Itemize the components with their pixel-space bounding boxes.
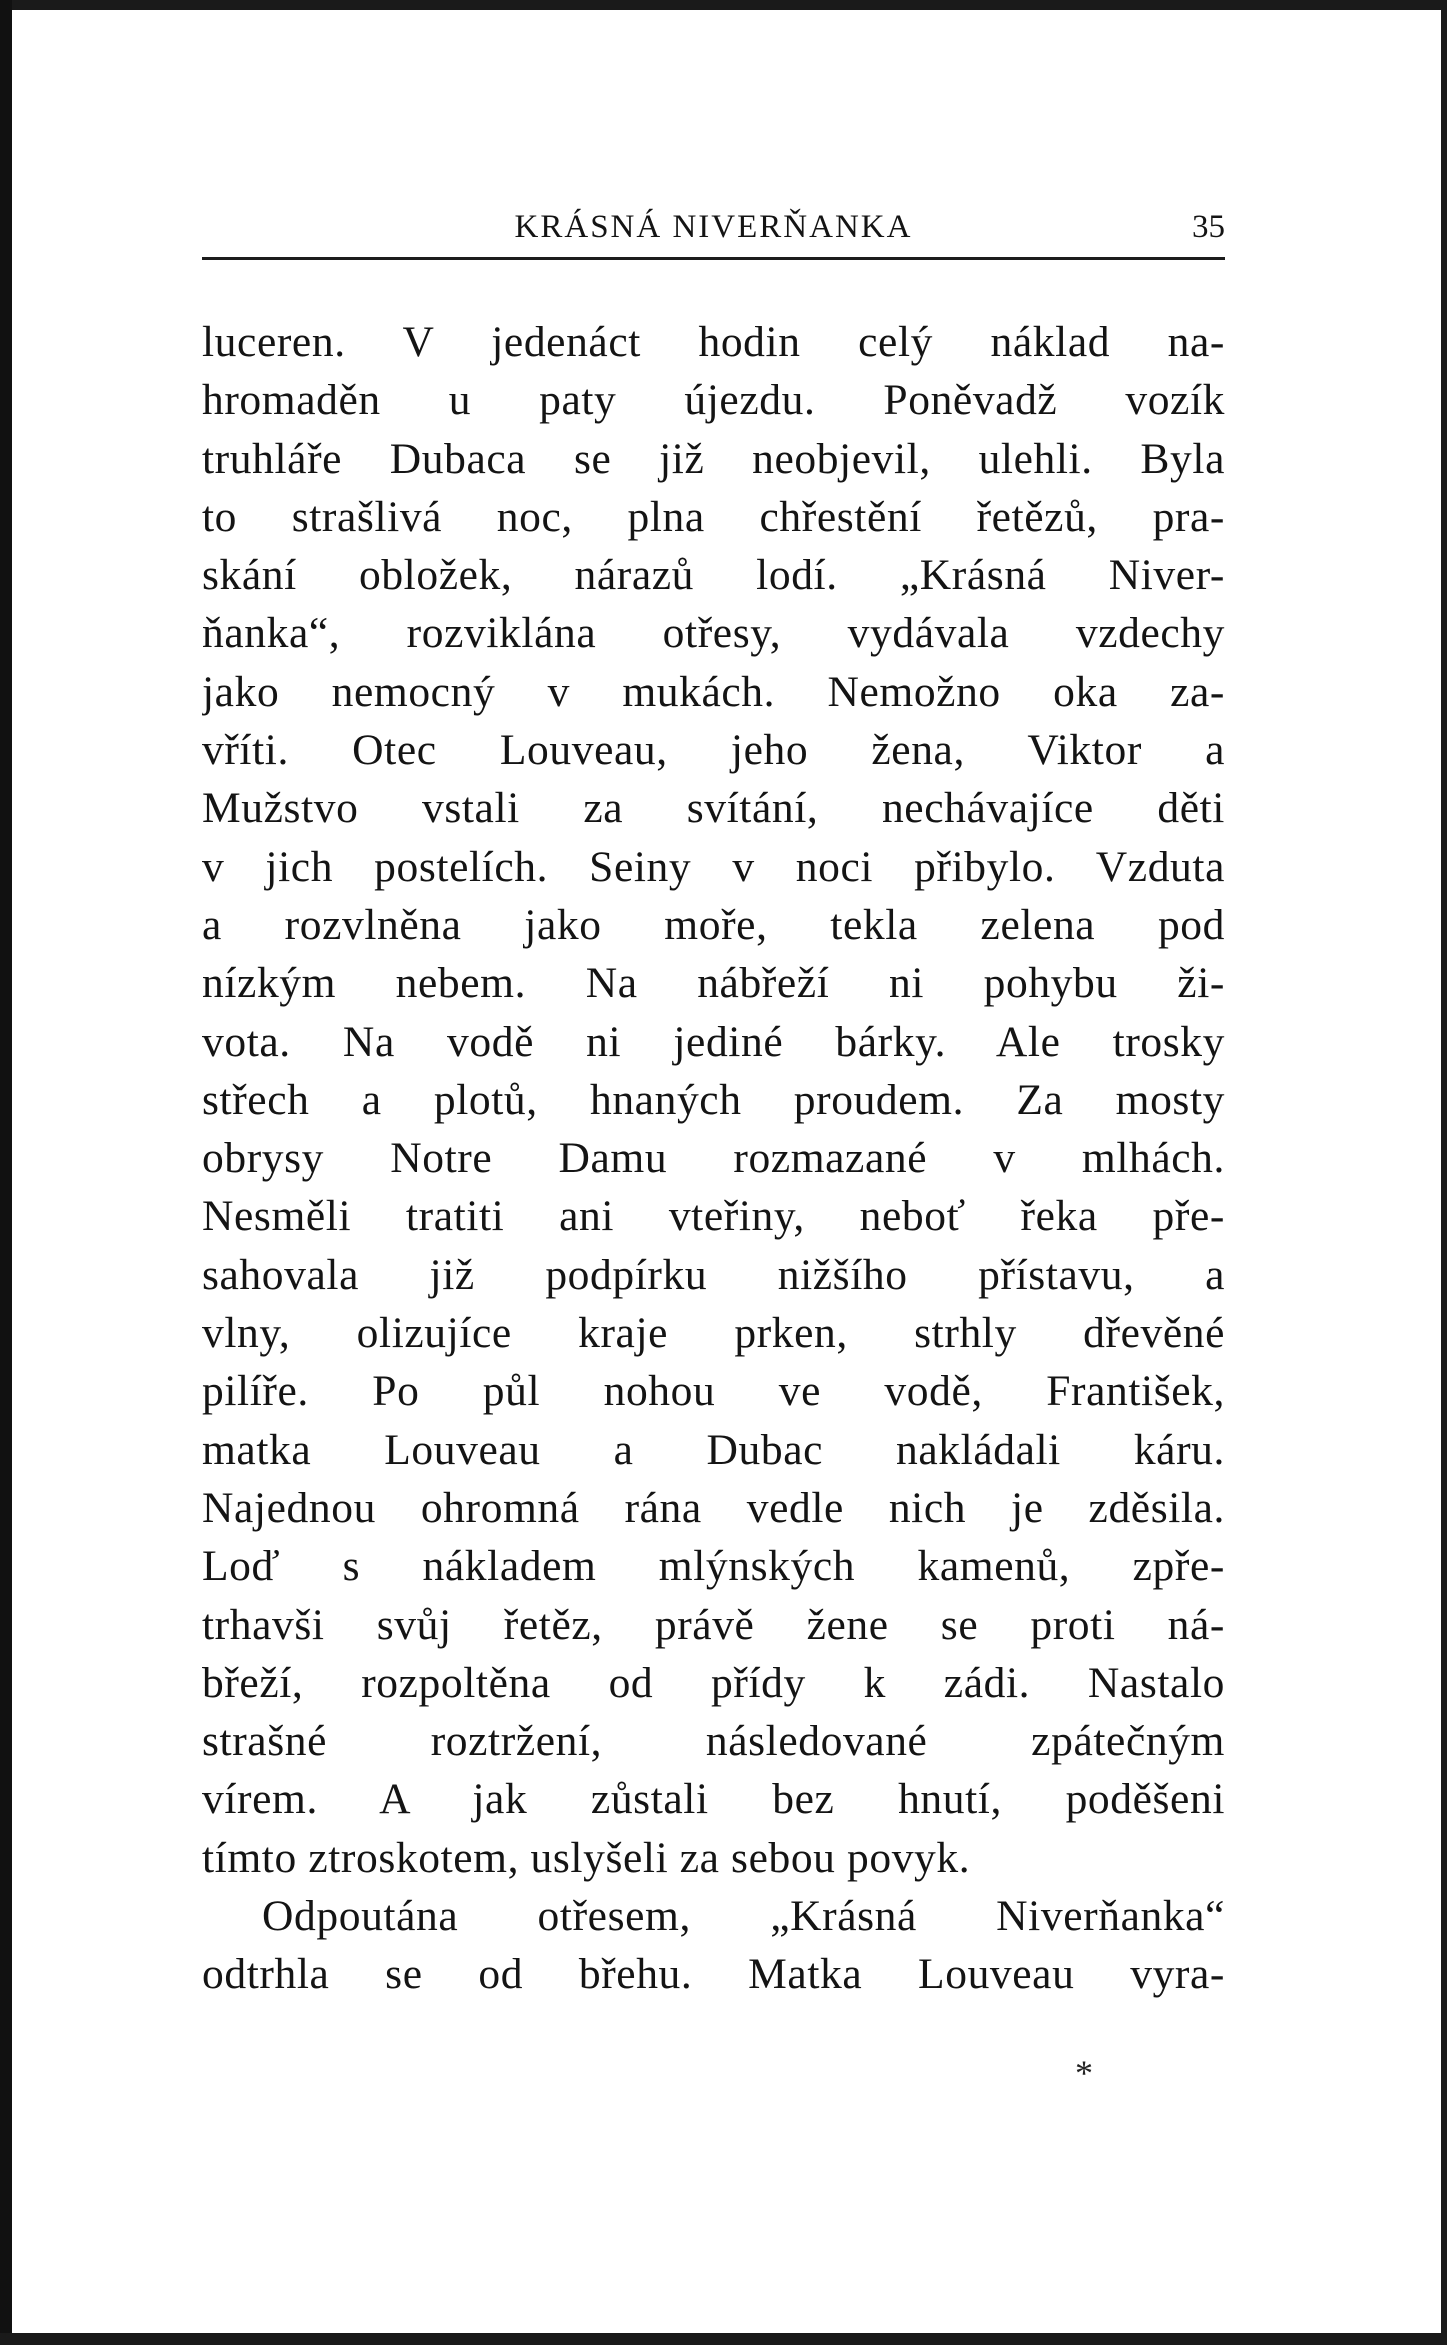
scan-border-top bbox=[0, 0, 1447, 10]
text-line: obrysy Notre Damu rozmazané v mlhách. bbox=[202, 1134, 1225, 1183]
text-line: Nesměli tratiti ani vteřiny, neboť řeka pře- bbox=[202, 1192, 1225, 1241]
text-line: a rozvlněna jako moře, tekla zelena pod bbox=[202, 900, 1225, 949]
text-line: vírem. A jak zůstali bez hnutí, poděšeni bbox=[202, 1775, 1225, 1824]
text-line: Loď s nákladem mlýnských kamenů, zpře- bbox=[202, 1542, 1225, 1591]
paragraph bbox=[202, 313, 1225, 1887]
body-text bbox=[202, 313, 1225, 2004]
text-line: to strašlivá noc, plna chřestění řetězů, pra- bbox=[202, 492, 1225, 541]
text-line: luceren. V jedenáct hodin celý náklad na- bbox=[202, 318, 1225, 366]
book-page bbox=[202, 205, 1225, 2004]
text-line: hromaděn u paty újezdu. Poněvadž vozík bbox=[202, 376, 1225, 425]
signature-mark: * bbox=[1075, 2053, 1093, 2093]
paragraph bbox=[202, 1887, 1225, 2004]
text-line: vota. Na vodě ni jediné bárky. Ale trosky bbox=[202, 1017, 1225, 1066]
text-line: tímto ztroskotem, uslyšeli za sebou povyk. bbox=[202, 1833, 971, 1882]
text-line: v jich postelích. Seiny v noci přibylo. Vzduta bbox=[202, 842, 1225, 891]
text-line: břeží, rozpoltěna od přídy k zádi. Nastalo bbox=[202, 1658, 1225, 1707]
text-line: ňanka“, rozviklána otřesy, vydávala vzdechy bbox=[202, 609, 1225, 658]
text-line: pilíře. Po půl nohou ve vodě, František, bbox=[202, 1367, 1225, 1416]
text-line: strašné roztržení, následované zpátečným bbox=[202, 1717, 1225, 1766]
text-line: jako nemocný v mukách. Nemožno oka za- bbox=[202, 667, 1225, 716]
text-line: Mužstvo vstali za svítání, nechávajíce děti bbox=[202, 784, 1225, 833]
text-line: Najednou ohromná rána vedle nich je zděsila. bbox=[202, 1483, 1225, 1532]
text-line: odtrhla se od břehu. Matka Louveau vyra- bbox=[202, 1950, 1225, 1999]
text-line: nízkým nebem. Na nábřeží ni pohybu ži- bbox=[202, 959, 1225, 1008]
text-line: sahovala již podpírku nižšího přístavu, a bbox=[202, 1250, 1225, 1299]
scan-border-bottom bbox=[0, 2333, 1447, 2345]
text-line: střech a plotů, hnaných proudem. Za mosty bbox=[202, 1075, 1225, 1124]
running-head: KRÁSNÁ NIVERŇANKA bbox=[514, 209, 913, 245]
page-header bbox=[202, 205, 1225, 260]
text-line: matka Louveau a Dubac nakládali káru. bbox=[202, 1425, 1225, 1474]
text-line: Odpoutána otřesem, „Krásná Niverňanka“ bbox=[262, 1892, 1225, 1941]
scan-border-left bbox=[0, 0, 12, 2345]
text-line: trhavši svůj řetěz, právě žene se proti ná- bbox=[202, 1600, 1225, 1649]
text-line: vlny, olizujíce kraje prken, strhly dřevěné bbox=[202, 1309, 1225, 1358]
text-line: vříti. Otec Louveau, jeho žena, Viktor a bbox=[202, 726, 1225, 775]
text-line: truhláře Dubaca se již neobjevil, ulehli. Byla bbox=[202, 434, 1225, 483]
scan-border-right bbox=[1441, 0, 1447, 2345]
text-line: skání obložek, nárazů lodí. „Krásná Niver- bbox=[202, 551, 1225, 600]
page-number: 35 bbox=[1192, 209, 1225, 245]
